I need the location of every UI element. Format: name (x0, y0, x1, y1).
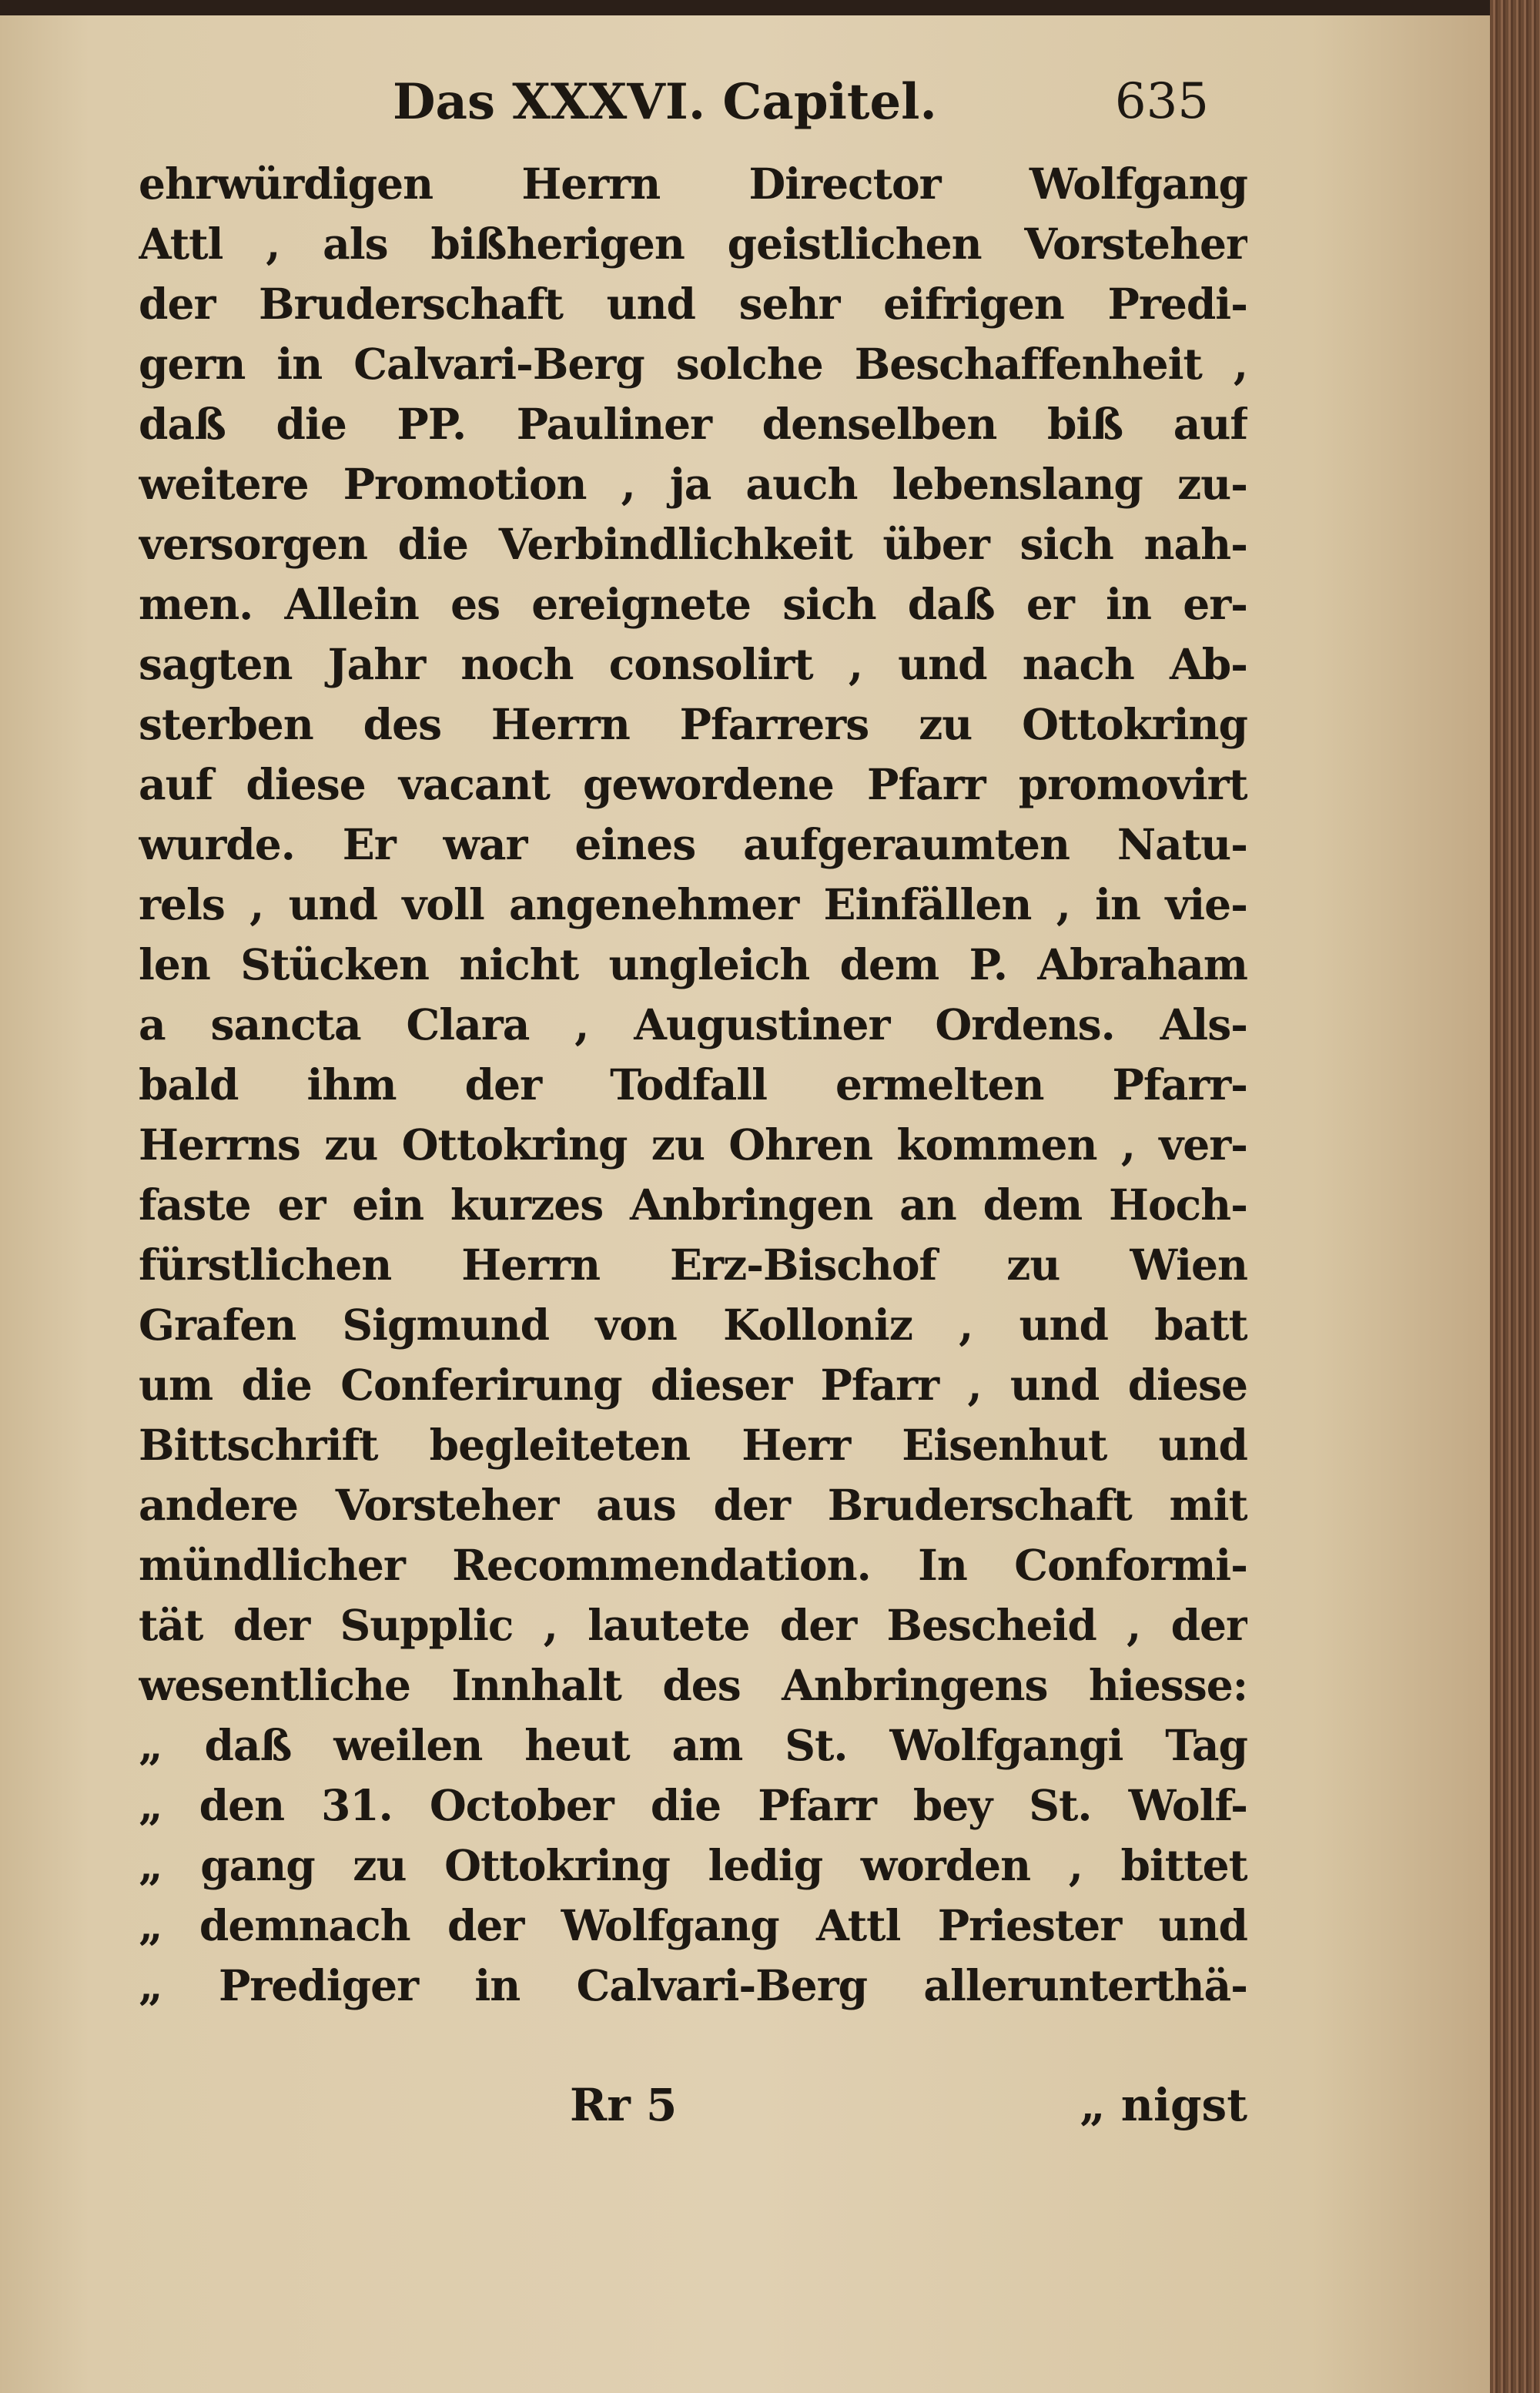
text-line: um die Conferirung dieser Pfarr , und diese (139, 1360, 1247, 1410)
running-header (393, 73, 1209, 150)
text-line: wurde. Er war eines aufgeraumten Natu- (139, 819, 1247, 869)
text-line: len Stücken nicht ungleich dem P. Abraham (139, 939, 1247, 989)
text-line: mündlicher Recommendation. In Conformi- (139, 1540, 1247, 1590)
text-line: Attl , als bißherigen geistlichen Vorsteher (139, 219, 1247, 269)
text-line: auf diese vacant gewordene Pfarr promovirt (139, 759, 1247, 809)
text-line: tät der Supplic , lautete der Bescheid , der (139, 1600, 1247, 1650)
text-line: wesentliche Innhalt des Anbringens hiesse: (139, 1660, 1247, 1710)
text-line: ehrwürdigen Herrn Director Wolfgang (139, 159, 1247, 209)
text-line: gern in Calvari-Berg solche Beschaffenheit , (139, 339, 1247, 389)
chapter-title: Das XXXVI. Capitel. (393, 73, 937, 131)
body-text (139, 154, 1247, 2016)
book-edge (1490, 0, 1540, 2393)
text-line: sagten Jahr noch consolirt , und nach Ab- (139, 639, 1247, 689)
text-line: men. Allein es ereignete sich daß er in er- (139, 579, 1247, 629)
text-line: „ daß weilen heut am St. Wolfgangi Tag (139, 1720, 1247, 1770)
text-line: „ Prediger in Calvari-Berg allerunterthä- (139, 1960, 1247, 2010)
text-line: sterben des Herrn Pfarrers zu Ottokring (139, 699, 1247, 749)
text-line: „ demnach der Wolfgang Attl Priester und (139, 1900, 1247, 1950)
signature-mark: Rr 5 (570, 2079, 678, 2131)
scan-top-border (0, 0, 1490, 15)
text-line: weitere Promotion , ja auch lebenslang zu- (139, 459, 1247, 509)
text-line: andere Vorsteher aus der Bruderschaft mit (139, 1480, 1247, 1530)
page-number: 635 (1114, 73, 1209, 130)
text-line: Bittschrift begleiteten Herr Eisenhut und (139, 1420, 1247, 1470)
text-line: der Bruderschaft und sehr eifrigen Predi- (139, 279, 1247, 329)
text-line: a sancta Clara , Augustiner Ordens. Als- (139, 999, 1247, 1049)
text-line: bald ihm der Todfall ermelten Pfarr- (139, 1059, 1247, 1109)
text-line: versorgen die Verbindlichkeit über sich nah- (139, 519, 1247, 569)
page-footer (139, 2079, 1247, 2148)
text-line: fürstlichen Herrn Erz-Bischof zu Wien (139, 1240, 1247, 1290)
catchword: „ nigst (1080, 2079, 1247, 2131)
text-line: Grafen Sigmund von Kolloniz , und batt (139, 1300, 1247, 1350)
text-line: „ den 31. October die Pfarr bey St. Wolf- (139, 1780, 1247, 1830)
text-line: rels , und voll angenehmer Einfällen , in vie- (139, 879, 1247, 929)
text-line: faste er ein kurzes Anbringen an dem Hoch- (139, 1180, 1247, 1230)
text-line: daß die PP. Pauliner denselben biß auf (139, 399, 1247, 449)
text-line: Herrns zu Ottokring zu Ohren kommen , ver- (139, 1120, 1247, 1170)
text-line: „ gang zu Ottokring ledig worden , bittet (139, 1840, 1247, 1890)
